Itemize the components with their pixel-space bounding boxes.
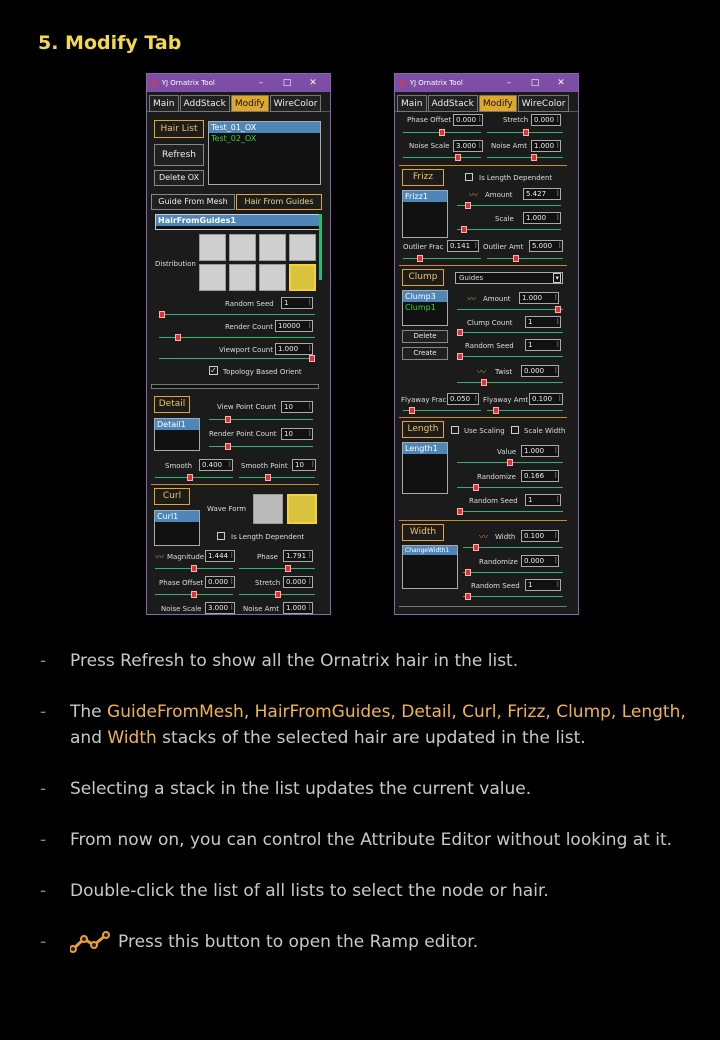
- view-point-count-label: View Point Count: [217, 403, 277, 411]
- noise-amt-field[interactable]: 1.000 ⁝: [531, 140, 561, 152]
- bottom-divider: [399, 606, 567, 607]
- instructions-list: [40, 648, 690, 980]
- slider-knob[interactable]: [191, 565, 197, 572]
- list-item[interactable]: Frizz1: [403, 191, 447, 202]
- flyaway-frac-label: Flyaway Frac: [401, 396, 447, 404]
- flyaway-amt-label: Flyaway Amt: [483, 396, 529, 404]
- section-separator: [399, 417, 567, 418]
- minimize-icon[interactable]: –: [506, 78, 512, 88]
- detail-list[interactable]: [154, 418, 200, 451]
- slider-knob[interactable]: [473, 484, 479, 491]
- render-count-field[interactable]: 10000 ⁝: [275, 320, 313, 332]
- twist-field[interactable]: 0.000 ⁝: [521, 365, 559, 377]
- distribution-option[interactable]: [259, 264, 286, 291]
- random-seed-slider[interactable]: [159, 314, 315, 315]
- maximize-icon[interactable]: □: [530, 78, 540, 88]
- random-seed-slider[interactable]: [457, 356, 563, 357]
- flyaway-frac-field[interactable]: 0.050 ⁝: [447, 393, 479, 405]
- twist-slider[interactable]: [457, 382, 563, 383]
- list-item: [40, 648, 690, 674]
- slider-knob[interactable]: [531, 154, 537, 161]
- tab-bar: [395, 92, 578, 112]
- wave-form-option-selected[interactable]: [287, 494, 317, 524]
- phase-label: Phase: [257, 553, 278, 561]
- outlier-frac-field[interactable]: 0.141 ⁝: [447, 240, 479, 252]
- render-point-count-label: Render Point Count: [209, 430, 277, 438]
- amount-label: Amount: [485, 191, 513, 199]
- phase-offset-field[interactable]: 0.000 ⁝: [453, 114, 483, 126]
- viewport-count-field[interactable]: 1.000 ⁝: [275, 343, 313, 355]
- tab-addstack[interactable]: AddStack: [180, 95, 230, 112]
- clump-count-slider[interactable]: [457, 332, 563, 333]
- magnitude-slider[interactable]: [155, 568, 233, 569]
- bullet-text: From now on, you can control the Attribute Editor without looking at it.: [70, 830, 673, 850]
- highlight-text: Width: [107, 728, 157, 748]
- curl-button[interactable]: Curl: [154, 488, 190, 505]
- scrollbar[interactable]: [319, 214, 322, 280]
- smooth-field[interactable]: 0.400 ⁝: [199, 459, 233, 471]
- hair-from-guides-list[interactable]: [155, 214, 321, 230]
- section-separator: [399, 265, 567, 266]
- clump-amount-field[interactable]: 1.000 ⁝: [519, 292, 559, 304]
- outlier-amt-field[interactable]: 5.000 ⁝: [529, 240, 563, 252]
- distribution-option[interactable]: [229, 234, 256, 261]
- hair-list[interactable]: [208, 121, 321, 185]
- delete-button[interactable]: Delete: [402, 330, 448, 343]
- bullet-dash: -: [40, 779, 47, 799]
- width-list[interactable]: [402, 545, 458, 589]
- phase-slider[interactable]: [239, 568, 315, 569]
- stretch-field[interactable]: 0.000 ⁝: [283, 576, 313, 588]
- random-seed-field[interactable]: 1 ⁝: [525, 339, 561, 351]
- flyaway-frac-slider[interactable]: [403, 410, 481, 411]
- phase-offset-slider[interactable]: [155, 594, 233, 595]
- tab-bar: [147, 92, 330, 112]
- outlier-frac-label: Outlier Frac: [403, 243, 444, 251]
- stretch-label: Stretch: [503, 116, 529, 124]
- tab-modify[interactable]: Modify: [231, 95, 269, 112]
- slider-knob[interactable]: [225, 416, 231, 423]
- ramp-icon[interactable]: 〰: [469, 191, 479, 201]
- app-icon: ✿: [399, 78, 406, 88]
- noise-amt-field[interactable]: 1.000 ⁝: [283, 602, 313, 614]
- use-scaling-label: Use Scaling: [464, 427, 505, 435]
- slider-knob[interactable]: [439, 129, 445, 136]
- stretch-field[interactable]: 0.000 ⁝: [531, 114, 561, 126]
- magnitude-label: Magnitude: [167, 553, 205, 561]
- bullet-text: Double-click the list of all lists to select the node or hair.: [70, 881, 549, 901]
- slider-knob[interactable]: [461, 226, 467, 233]
- slider-knob[interactable]: [465, 202, 471, 209]
- list-item[interactable]: Test_01_OX: [209, 122, 320, 133]
- scale-width-checkbox[interactable]: [511, 426, 519, 434]
- length-random-seed-slider[interactable]: [457, 511, 563, 512]
- width-random-seed-slider[interactable]: [463, 596, 563, 597]
- slider-knob[interactable]: [187, 474, 193, 481]
- amount-field[interactable]: 5.427 ⁝: [523, 188, 561, 200]
- ramp-icon[interactable]: 〰: [477, 368, 487, 378]
- smooth-label: Smooth: [165, 462, 193, 470]
- view-point-slider[interactable]: [209, 419, 313, 420]
- noise-scale-field[interactable]: 3.000 ⁝: [453, 140, 483, 152]
- list-item[interactable]: ChangeWidth1: [403, 546, 457, 555]
- list-item: [40, 929, 690, 955]
- tab-guide-from-mesh[interactable]: Guide From Mesh: [151, 194, 235, 210]
- slider-knob[interactable]: [473, 544, 479, 551]
- slider-knob[interactable]: [457, 353, 463, 360]
- stretch-label: Stretch: [255, 579, 281, 587]
- stretch-slider[interactable]: [487, 132, 563, 133]
- slider-knob[interactable]: [159, 311, 165, 318]
- page-heading: 5. Modify Tab: [38, 32, 182, 54]
- detail-button[interactable]: Detail: [154, 396, 190, 413]
- frizz-button[interactable]: Frizz: [402, 169, 444, 186]
- clump-mode-select[interactable]: [455, 272, 563, 284]
- bullet-dash: -: [40, 651, 47, 671]
- render-point-count-field[interactable]: 10 ⁝: [281, 428, 313, 440]
- viewport-count-label: Viewport Count: [219, 346, 273, 354]
- close-icon[interactable]: ✕: [309, 78, 317, 88]
- flyaway-amt-slider[interactable]: [487, 410, 563, 411]
- section-separator: [399, 520, 567, 521]
- length-dependent-label: Is Length Dependent: [231, 533, 305, 541]
- clump-count-field[interactable]: 1 ⁝: [525, 316, 561, 328]
- slider-knob[interactable]: [409, 407, 415, 414]
- list-item[interactable]: Curl1: [155, 511, 199, 522]
- random-seed-label: Random Seed: [465, 342, 514, 350]
- clump-amount-label: Amount: [483, 295, 511, 303]
- length-button[interactable]: Length: [402, 421, 444, 438]
- tab-wirecolor[interactable]: WireColor: [270, 95, 322, 112]
- ramp-button-icon: [70, 931, 112, 953]
- minimize-icon[interactable]: –: [258, 78, 264, 88]
- bullet-dash: -: [40, 932, 47, 952]
- list-item[interactable]: Clump3: [403, 291, 447, 302]
- clump-count-label: Clump Count: [467, 319, 513, 327]
- scale-width-label: Scale Width: [524, 427, 566, 435]
- bullet-text: [70, 929, 690, 955]
- left-tool-window: [146, 73, 331, 615]
- title-bar: [395, 74, 578, 92]
- value-label: Value: [497, 448, 517, 456]
- length-random-seed-label: Random Seed: [469, 497, 518, 505]
- section-divider: [151, 384, 319, 389]
- slider-knob[interactable]: [175, 334, 181, 341]
- value-field[interactable]: 1.000 ⁝: [521, 445, 559, 457]
- distribution-option[interactable]: [259, 234, 286, 261]
- bullet-dash: -: [40, 830, 47, 850]
- slider-knob[interactable]: [417, 255, 423, 262]
- width-randomize-label: Randomize: [479, 558, 518, 566]
- hair-list-button[interactable]: Hair List: [154, 120, 204, 138]
- list-item: [40, 878, 690, 904]
- section-separator: [399, 165, 567, 166]
- ramp-icon[interactable]: 〰: [479, 533, 489, 543]
- bullet-text: Press Refresh to show all the Ornatrix hair in the list.: [70, 651, 519, 671]
- clump-button[interactable]: Clump: [402, 269, 444, 286]
- width-slider[interactable]: [463, 547, 563, 548]
- tab-hair-from-guides[interactable]: Hair From Guides: [236, 194, 322, 210]
- bullet-text: [70, 699, 690, 751]
- width-button[interactable]: Width: [402, 524, 444, 541]
- smooth-point-field[interactable]: 10 ⁝: [292, 459, 316, 471]
- slider-knob[interactable]: [285, 565, 291, 572]
- noise-scale-field[interactable]: 3.000 ⁝: [205, 602, 235, 614]
- tab-wirecolor[interactable]: WireColor: [518, 95, 570, 112]
- slider-knob[interactable]: [493, 407, 499, 414]
- noise-amt-label: Noise Amt: [491, 142, 527, 150]
- slider-knob[interactable]: [309, 355, 315, 362]
- frizz-length-dependent-checkbox[interactable]: [465, 173, 473, 181]
- length-random-seed-field[interactable]: 1 ⁝: [525, 494, 561, 506]
- topology-checkbox[interactable]: ✓: [210, 366, 217, 375]
- ramp-icon[interactable]: 〰: [155, 553, 165, 563]
- slider-knob[interactable]: [457, 329, 463, 336]
- slider-knob[interactable]: [275, 591, 281, 598]
- smooth-point-label: Smooth Point: [241, 462, 288, 470]
- right-tool-window: [394, 73, 579, 615]
- phase-offset-label: Phase Offset: [407, 116, 452, 124]
- amount-slider[interactable]: [457, 205, 561, 206]
- smooth-point-slider[interactable]: [239, 477, 315, 478]
- width-field[interactable]: 0.100 ⁝: [521, 530, 559, 542]
- maximize-icon[interactable]: □: [282, 78, 292, 88]
- window-title: YJ Ornatrix Tool: [409, 79, 463, 87]
- outlier-amt-label: Outlier Amt: [483, 243, 524, 251]
- tab-modify[interactable]: Modify: [479, 95, 517, 112]
- distribution-option[interactable]: [289, 234, 316, 261]
- close-icon[interactable]: ✕: [557, 78, 565, 88]
- slider-knob[interactable]: [225, 443, 231, 450]
- list-item[interactable]: Clump1: [405, 303, 436, 312]
- list-item[interactable]: Length1: [403, 443, 447, 454]
- highlight-text: GuideFromMesh, HairFromGuides, Detail, Curl, Frizz, Clump, Length,: [107, 702, 686, 722]
- slider-knob[interactable]: [465, 569, 471, 576]
- view-point-count-field[interactable]: 10 ⁝: [281, 401, 313, 413]
- noise-scale-label: Noise Scale: [161, 605, 202, 613]
- phase-offset-slider[interactable]: [403, 132, 481, 133]
- render-count-slider[interactable]: [159, 337, 315, 338]
- wave-form-option[interactable]: [253, 494, 283, 524]
- tab-addstack[interactable]: AddStack: [428, 95, 478, 112]
- refresh-button[interactable]: Refresh: [154, 144, 204, 166]
- phase-field[interactable]: 1.791 ⁝: [283, 550, 313, 562]
- phase-offset-label: Phase Offset: [159, 579, 204, 587]
- tab-main[interactable]: Main: [397, 95, 427, 112]
- slider-knob[interactable]: [507, 459, 513, 466]
- noise-amt-label: Noise Amt: [243, 605, 279, 613]
- bullet-dash: -: [40, 881, 47, 901]
- randomize-label: Randomize: [477, 473, 516, 481]
- text-part: stacks of the selected hair are updated in the list.: [156, 728, 586, 748]
- list-item: [40, 776, 690, 802]
- clump-mode-value: Guides: [459, 274, 484, 282]
- width-random-seed-field[interactable]: 1 ⁝: [525, 579, 561, 591]
- scale-label: Scale: [495, 215, 514, 223]
- slider-knob[interactable]: [465, 593, 471, 600]
- magnitude-field[interactable]: 1.444 ⁝: [205, 550, 235, 562]
- width-label: Width: [495, 533, 516, 541]
- flyaway-amt-field[interactable]: 0.100 ⁝: [529, 393, 563, 405]
- text-part: The: [70, 702, 108, 722]
- clump-amount-slider[interactable]: [457, 309, 563, 310]
- noise-scale-label: Noise Scale: [409, 142, 450, 150]
- tab-main[interactable]: Main: [149, 95, 179, 112]
- chevron-down-icon: ▾: [555, 274, 559, 282]
- smooth-slider[interactable]: [155, 477, 233, 478]
- list-item: [40, 699, 690, 751]
- distribution-label: Distribution: [155, 260, 196, 268]
- slider-knob[interactable]: [481, 379, 487, 386]
- length-dependent-label: Is Length Dependent: [479, 174, 553, 182]
- render-count-label: Render Count: [225, 323, 273, 331]
- slider-knob[interactable]: [513, 255, 519, 262]
- distribution-option[interactable]: [229, 264, 256, 291]
- section-separator: [151, 484, 319, 485]
- random-seed-field[interactable]: 1 ⁝: [281, 297, 313, 309]
- randomize-slider[interactable]: [457, 487, 563, 488]
- noise-scale-slider[interactable]: [403, 157, 481, 158]
- clump-list[interactable]: [402, 290, 448, 326]
- scale-field[interactable]: 1.000 ⁝: [523, 212, 561, 224]
- twist-label: Twist: [495, 368, 513, 376]
- slider-knob[interactable]: [523, 129, 529, 136]
- scale-slider[interactable]: [457, 229, 561, 230]
- stretch-slider[interactable]: [239, 594, 315, 595]
- text-part: and: [70, 728, 108, 748]
- outlier-amt-slider[interactable]: [487, 258, 563, 259]
- list-item[interactable]: HairFromGuides1: [156, 215, 320, 226]
- app-icon: ✿: [151, 78, 158, 88]
- list-item[interactable]: Detail1: [155, 419, 199, 430]
- randomize-field[interactable]: 0.166 ⁝: [521, 470, 559, 482]
- wave-form-label: Wave Form: [207, 505, 247, 513]
- distribution-option[interactable]: [199, 234, 226, 261]
- bullet-dash: -: [40, 702, 47, 722]
- noise-amt-slider[interactable]: [487, 157, 563, 158]
- window-title: YJ Ornatrix Tool: [161, 79, 215, 87]
- list-item[interactable]: Test_02_OX: [211, 134, 257, 143]
- delete-ox-button[interactable]: Delete OX: [154, 170, 204, 186]
- render-point-slider[interactable]: [209, 446, 313, 447]
- use-scaling-checkbox[interactable]: [451, 426, 459, 434]
- outlier-frac-slider[interactable]: [403, 258, 481, 259]
- frizz-list[interactable]: [402, 190, 448, 238]
- list-item: [40, 827, 690, 853]
- width-randomize-field[interactable]: 0.000 ⁝: [521, 555, 559, 567]
- curl-list[interactable]: [154, 510, 200, 546]
- ramp-icon[interactable]: 〰: [467, 295, 477, 305]
- width-random-seed-label: Random Seed: [471, 582, 520, 590]
- slider-knob[interactable]: [457, 508, 463, 515]
- bullet-text: Selecting a stack in the list updates the current value.: [70, 779, 532, 799]
- text-part: Press this button to open the Ramp editor.: [118, 932, 479, 952]
- value-slider[interactable]: [457, 462, 563, 463]
- slider-knob[interactable]: [265, 474, 271, 481]
- slider-knob[interactable]: [455, 154, 461, 161]
- topology-label: Topology Based Orient: [223, 368, 302, 376]
- create-button[interactable]: Create: [402, 347, 448, 360]
- distribution-option-selected[interactable]: [289, 264, 316, 291]
- slider-knob[interactable]: [191, 591, 197, 598]
- slider-knob[interactable]: [555, 306, 561, 313]
- length-list[interactable]: [402, 442, 448, 494]
- viewport-count-slider[interactable]: [159, 358, 315, 359]
- title-bar: [147, 74, 330, 92]
- width-randomize-slider[interactable]: [463, 572, 563, 573]
- random-seed-label: Random Seed: [225, 300, 274, 308]
- length-dependent-checkbox[interactable]: [217, 532, 225, 540]
- phase-offset-field[interactable]: 0.000 ⁝: [205, 576, 235, 588]
- distribution-option[interactable]: [199, 264, 226, 291]
